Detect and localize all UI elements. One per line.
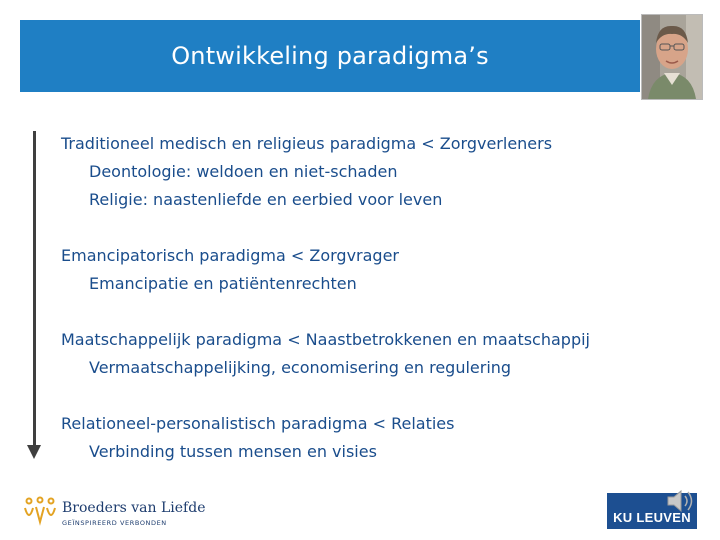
speaker-icon[interactable]: [664, 484, 698, 518]
paradigm-detail: Deontologie: weldoen en niet-schaden: [89, 162, 398, 181]
presenter-photo: [641, 14, 703, 100]
paradigm-heading: Emancipatorisch paradigma < Zorgvrager: [61, 246, 399, 265]
paradigm-group: [61, 242, 681, 298]
paradigm-detail: Emancipatie en patiëntenrechten: [89, 274, 357, 293]
paradigm-list: [61, 130, 681, 494]
paradigm-detail: Vermaatschappelijking, economisering en regulering: [89, 358, 512, 377]
org-tagline: GEÏNSPIREERD VERBONDEN: [62, 519, 167, 527]
portrait-image: [642, 15, 702, 99]
paradigm-heading: Traditioneel medisch en religieus paradigma < Zorgverleners: [61, 134, 553, 153]
paradigm-group: [61, 130, 681, 214]
paradigm-heading: Maatschappelijk paradigma < Naastbetrokkenen en maatschappij: [61, 330, 590, 349]
arrow-head: [27, 445, 41, 459]
org-name: Broeders van Liefde: [62, 500, 206, 516]
paradigm-detail: Verbinding tussen mensen en visies: [89, 442, 377, 461]
university-name: KU LEUVEN: [613, 510, 691, 525]
broeders-van-liefde-logo-icon: [22, 496, 58, 526]
broeders-van-liefde-logo: [22, 496, 222, 530]
title-banner: [20, 20, 640, 92]
paradigm-detail: Religie: naastenliefde en eerbied voor leven: [89, 190, 443, 209]
paradigm-group: [61, 410, 681, 466]
paradigm-group: [61, 326, 681, 382]
down-arrow-icon: [33, 131, 36, 447]
slide-title: Ontwikkeling paradigma’s: [171, 42, 489, 70]
paradigm-heading: Relationeel-personalistisch paradigma < Relaties: [61, 414, 455, 433]
